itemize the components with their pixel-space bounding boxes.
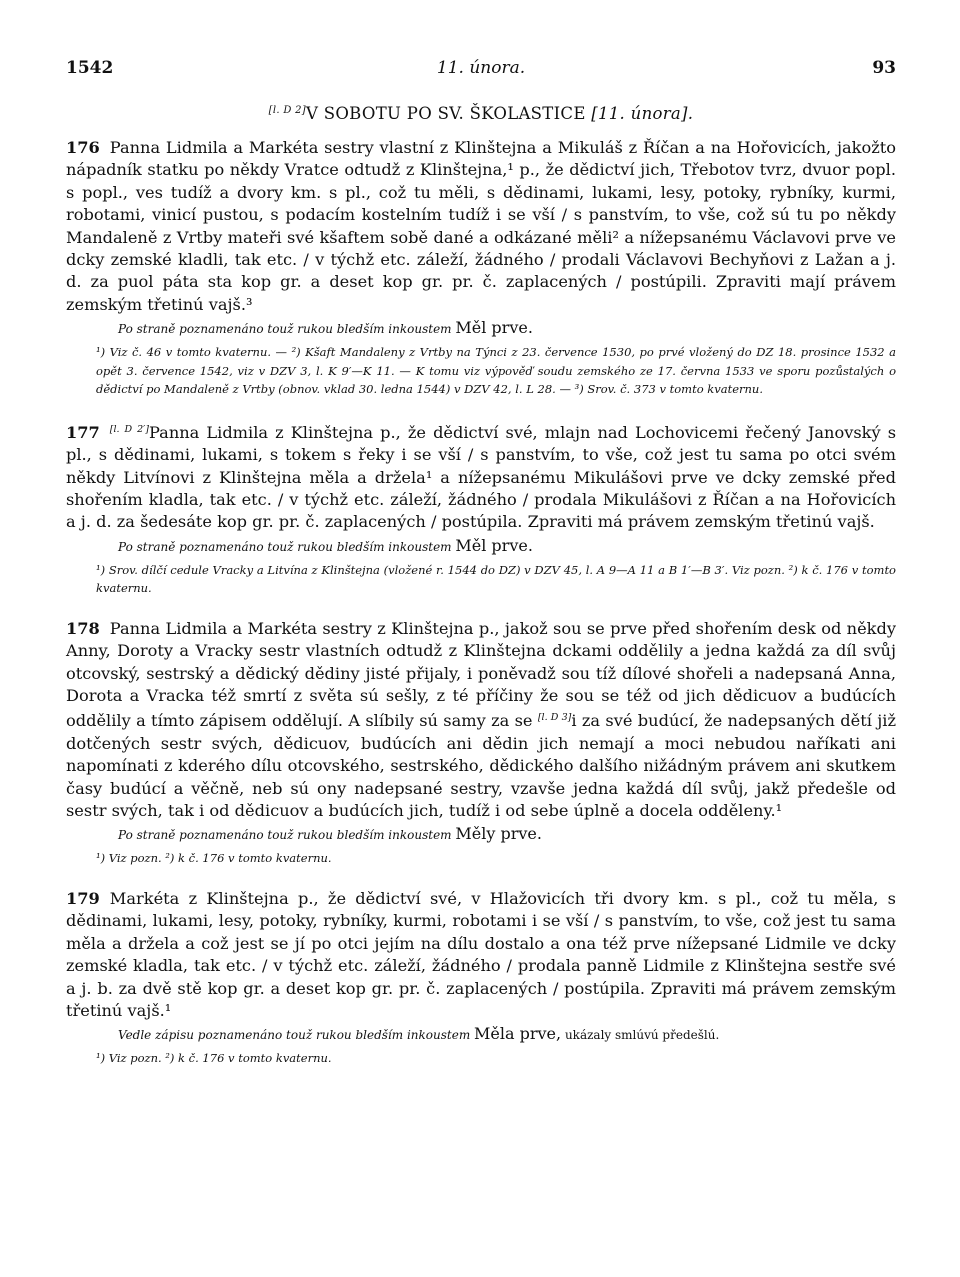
footnotes: ¹) Srov. dílčí cedule Vracky a Litvína z Klinštejna (vložené r. 1544 do DZ) v DZV 45, l. A 9—A 11 a B 1′—B 3′. Viz pozn. ²) k č. 176 v tomto kvaternu. [96,562,896,596]
entry-text [66,419,896,534]
entry-176 [66,137,896,399]
entry-177 [66,419,896,598]
entry-number: 176 [66,138,100,157]
margin-note-text: Měl prve. [455,318,533,338]
folio-reference: [l. D 2] [268,105,306,116]
margin-note-text: Měly prve. [455,824,542,844]
running-header [66,58,896,86]
running-title: 11. února. [436,58,526,78]
entry-179 [66,888,896,1068]
margin-note [118,824,896,845]
margin-note-text: Měla prve, [474,1024,562,1044]
folio-reference: [l. D 2′] [109,423,149,435]
section-title: V SOBOTU PO SV. ŠKOLASTICE [305,104,586,123]
entry-body: Markéta z Klinštejna p., že dědictví své, v Hlažovicích tři dvory km. s pl., což tu měla, s dědinami, lukami, lesy, potoky, rybníky, kurmi, robotami i se vší / s panstvím, to vše, což jest tu sama měla a držela a což jest se jí po otci jejím na dílu dostalo a ona též prve nížepsané Lidmile ve dcky zemské kladla, tak etc. / v týchž etc. záleží, žádného / prodala panně Lidmile z Klinštejna sestře své a j. b. za dvě stě kop gr. a deset kop gr. pr. č. zaplacených / postúpila. Zpraviti má právem zemským třetinú vajš.¹ [66,888,896,1020]
entry-text [66,888,896,1022]
footnotes: ¹) Viz pozn. ²) k č. 176 v tomto kvaternu. [96,1051,332,1066]
entry-text [66,137,896,316]
entry-number: 179 [66,888,100,908]
folio-reference: [l. D 3] [537,712,572,724]
entry-body: Panna Lidmila a Markéta sestry vlastní z Klinštejna a Mikuláš z Říčan a na Hořovicích, jakožto nápadník statku po někdy Vratce odtudž z Klinštejna,¹ p., že dědictví jich, Třebotov tvrz, dvuor popl. s popl., ves tudíž a dvory km. s pl., což tu měli, s dědinami, lukami, lesy, potoky, rybníky, kurmi, robotami, vinicí pustou, s podacím kostelním tudíž i se vší / s panstvím, to vše, což sú tu po někdy Mandaleně z Vrtby mateři své kšaftem sobě dané a odkázané měli² a nížepsanému Václavovi prve ve dcky zemské kladli, tak etc. / v týchž etc. záleží, žádného / prodali Václavovi Bechyňovi z Lažan a j. d. za puol páta sta kop gr. a deset kop gr. pr. č. zaplacených / postúpili. Zpraviti mají právem zemským třetinú vajš.³ [66,138,896,314]
margin-note-italic: Po straně poznamenáno touž rukou bledším inkoustem [118,828,452,843]
footnotes: ¹) Viz č. 46 v tomto kvaternu. — ²) Kšaft Mandaleny z Vrtby na Týnci z 23. července 1530, po prvé vložený do DZ 18. prosince 1532 a opět 3. července 1542, viz v DZV 3, l. K 9′—K 11. — K tomu viz výpověď soudu zemského ze 17. června 1533 ve sporu pozůstalých o dědictví po Mandaleně z Vrtby (obnov. vklad 30. ledna 1544) v DZV 42, l. L 28. — ³) Srov. č. 373 v tomto kvaternu. [96,345,896,397]
margin-note-text: Měl prve. [455,535,533,555]
footnotes: ¹) Viz pozn. ²) k č. 176 v tomto kvaternu. [96,851,332,866]
entry-body-part-2: i za své budúcí, že nadepsaných dětí již dotčených sestr svých, dědicuov, budúcích ani dědin jich nemají a moci nebudou naříkati ani napomínati z kderého dílu otcovského, sestrského, dědického dalšího nižádným právem ani skutkem časy budúcí a věčně, neb sú ony nadepsané sestry, vzavše jedna každá díl svůj, jakž předešle od sestr svých, tak i od dědicuov a budúcích jich, tudíž i od sebe úplně a docela odděleny.¹ [66,711,896,821]
margin-note-italic: Po straně poznamenáno touž rukou bledším inkoustem [118,322,452,337]
margin-note [118,318,896,339]
margin-note-italic: Po straně poznamenáno touž rukou bledším inkoustem [118,539,452,554]
margin-note [118,1024,896,1045]
entry-number: 178 [66,618,100,638]
margin-note [118,536,896,557]
document-page [66,58,896,1088]
section-date: [11. února]. [591,104,694,123]
margin-note-italic: Vedle zápisu poznamenáno touž rukou bledším inkoustem [118,1028,471,1043]
page-number-left: 1542 [66,58,114,78]
section-heading [66,104,896,123]
entry-number: 177 [66,422,100,442]
entry-text [66,618,896,823]
entry-body-part-1: Panna Lidmila a Markéta sestry z Klinštejna p., jakož sou se prve před shořením desk od někdy Anny, Doroty a Vracky sestr vlastních odtudž z Klinštejna dckami oddělily a jedna každá za díl svůj otcovský, sestrský a dědický dědiny jisté přijaly, i poněvadž sou tíž dílové shořeli a nadepsaná Anna, Dorota a Vracka též smrtí z světa sú sešly, z té příčiny že sou se též od jich dědicuov a budúcích oddělily a tímto zápisem oddělují. A slíbily sú samy za se [66,618,896,731]
entry-178 [66,618,896,868]
entry-body: Panna Lidmila z Klinštejna p., že dědictví své, mlajn nad Lochovicemi řečený Janovský s pl., s dědinami, lukami, s tokem s řeky i se vší / s panstvím, to vše, což jest tu sama po otci svém někdy Litvínovi z Klinštejna měla a držela¹ a nížepsanému Mikulášovi prve ve dcky zemské před shořením kladla, tak etc. / v týchž etc. záleží, žádného / prodala Mikulášovi z Říčan a na Hořovicích a j. d. za šedesáte kop gr. pr. č. zaplacených / postúpila. Zpraviti má právem zemským třetinú vajš. [66,422,897,532]
page-number-right: 93 [872,58,896,78]
margin-note-extra: ukázaly smlúvú předešlú. [564,1028,720,1043]
